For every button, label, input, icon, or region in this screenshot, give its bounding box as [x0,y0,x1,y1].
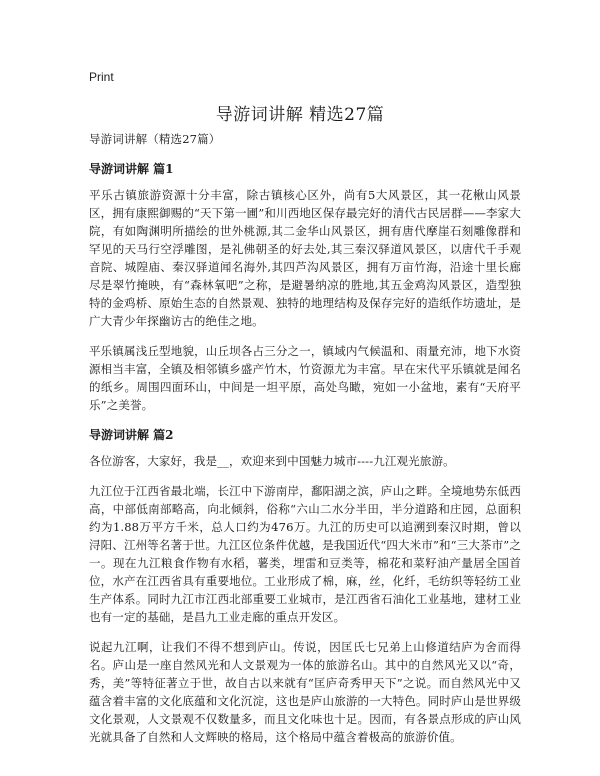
section-heading: 导游词讲解 篇1 [89,162,174,176]
page-title: 导游词讲解 精选27篇 [215,105,385,125]
paragraph: 说起九江啊，让我们不得不想到庐山。传说，因匡氏七兄弟上山修道结庐为舍而得名。庐山是一座自然风光和人文景观为一体的旅游名山。其中的自然风光又以“奇，秀，美”等特征著立于世，故自古以来就有“匡庐奇秀甲天下”之说。而自然风光中又蕴含着丰富的文化底蕴和文化沉淀，这也是庐山旅游的一大特色。同时庐山是世界级文化景观，人文景观不仅数量多，而且文化味也十足。因而，有各景点形成的庐山风光就具备了自然和人文辉映的格局，这个格局中蕴含着极高的旅游价值。 [89,640,521,744]
paragraph: 各位游客，大家好，我是__，欢迎来到中国魅力城市----九江观光旅游。 [89,454,455,468]
document-body [89,130,521,758]
section-heading: 导游词讲解 篇2 [89,428,174,442]
print-label[interactable]: Print [89,70,114,84]
paragraph: 平乐镇属浅丘型地貌，山丘坝各占三分之一，镇域内气候温和、雨量充沛，地下水资源相当丰富，全镇及相邻镇乡盛产竹木，竹资源尤为丰富。早在宋代平乐镇就是闻名的纸乡。周围四面环山，中间是一坦平原，高处鸟瞰，宛如一小盆地，素有“天府平乐”之美誉。 [89,344,521,412]
paragraph: 平乐古镇旅游资源十分丰富，除古镇核心区外，尚有5大风景区，其一花楸山风景区，拥有康熙御赐的“天下第一圃”和川西地区保存最完好的清代古民居群——李家大院，有如陶渊明所描绘的世外桃源,其二金华山风景区，拥有唐代摩崖石刻雕像群和罕见的天马行空浮雕图，是礼佛朝圣的好去处,其三秦汉驿道风景区，以唐代千手观音院、城隍庙、秦汉驿道闻名海外,其四芦沟风景区，拥有万亩竹海，沿途十里长廊尽是翠竹掩映，有“森林氧吧”之称，是避暑纳凉的胜地,其五金鸡沟风景区，造型独特的金鸡桥、原始生态的自然景观、独特的地理结构及保存完好的造纸作坊遗址，是广大青少年探幽访古的绝佳之地。 [89,188,521,328]
section-2 [89,426,521,746]
section-1 [89,160,521,414]
document-subtitle: 导游词讲解（精选27篇） [89,132,221,146]
paragraph: 九江位于江西省最北端，长江中下游南岸，鄱阳湖之滨，庐山之畔。全境地势东低西高，中部低南部略高，向北倾斜，俗称“六山二水分半田，半分道路和庄园，总面积约为1.88万平方千米，总人口约为476万。九江的历史可以追溯到秦汉时期，曾以浔阳、江州等名著于世。九江区位条件优越，是我国近代“四大米市”和“三大茶市”之一。现在九江粮食作物有水稻，薯类，埋雷和豆类等，棉花和菜籽油产量居全国首位，水产在江西省具有重要地位。工业形成了棉，麻，丝，化纤，毛纺织等轻纺工业生产体系。同时九江市江西北部重要工业城市，是江西省石油化工业基地，建材工业也有一定的基础，是昌九工业走廊的重点开发区。 [89,484,521,624]
